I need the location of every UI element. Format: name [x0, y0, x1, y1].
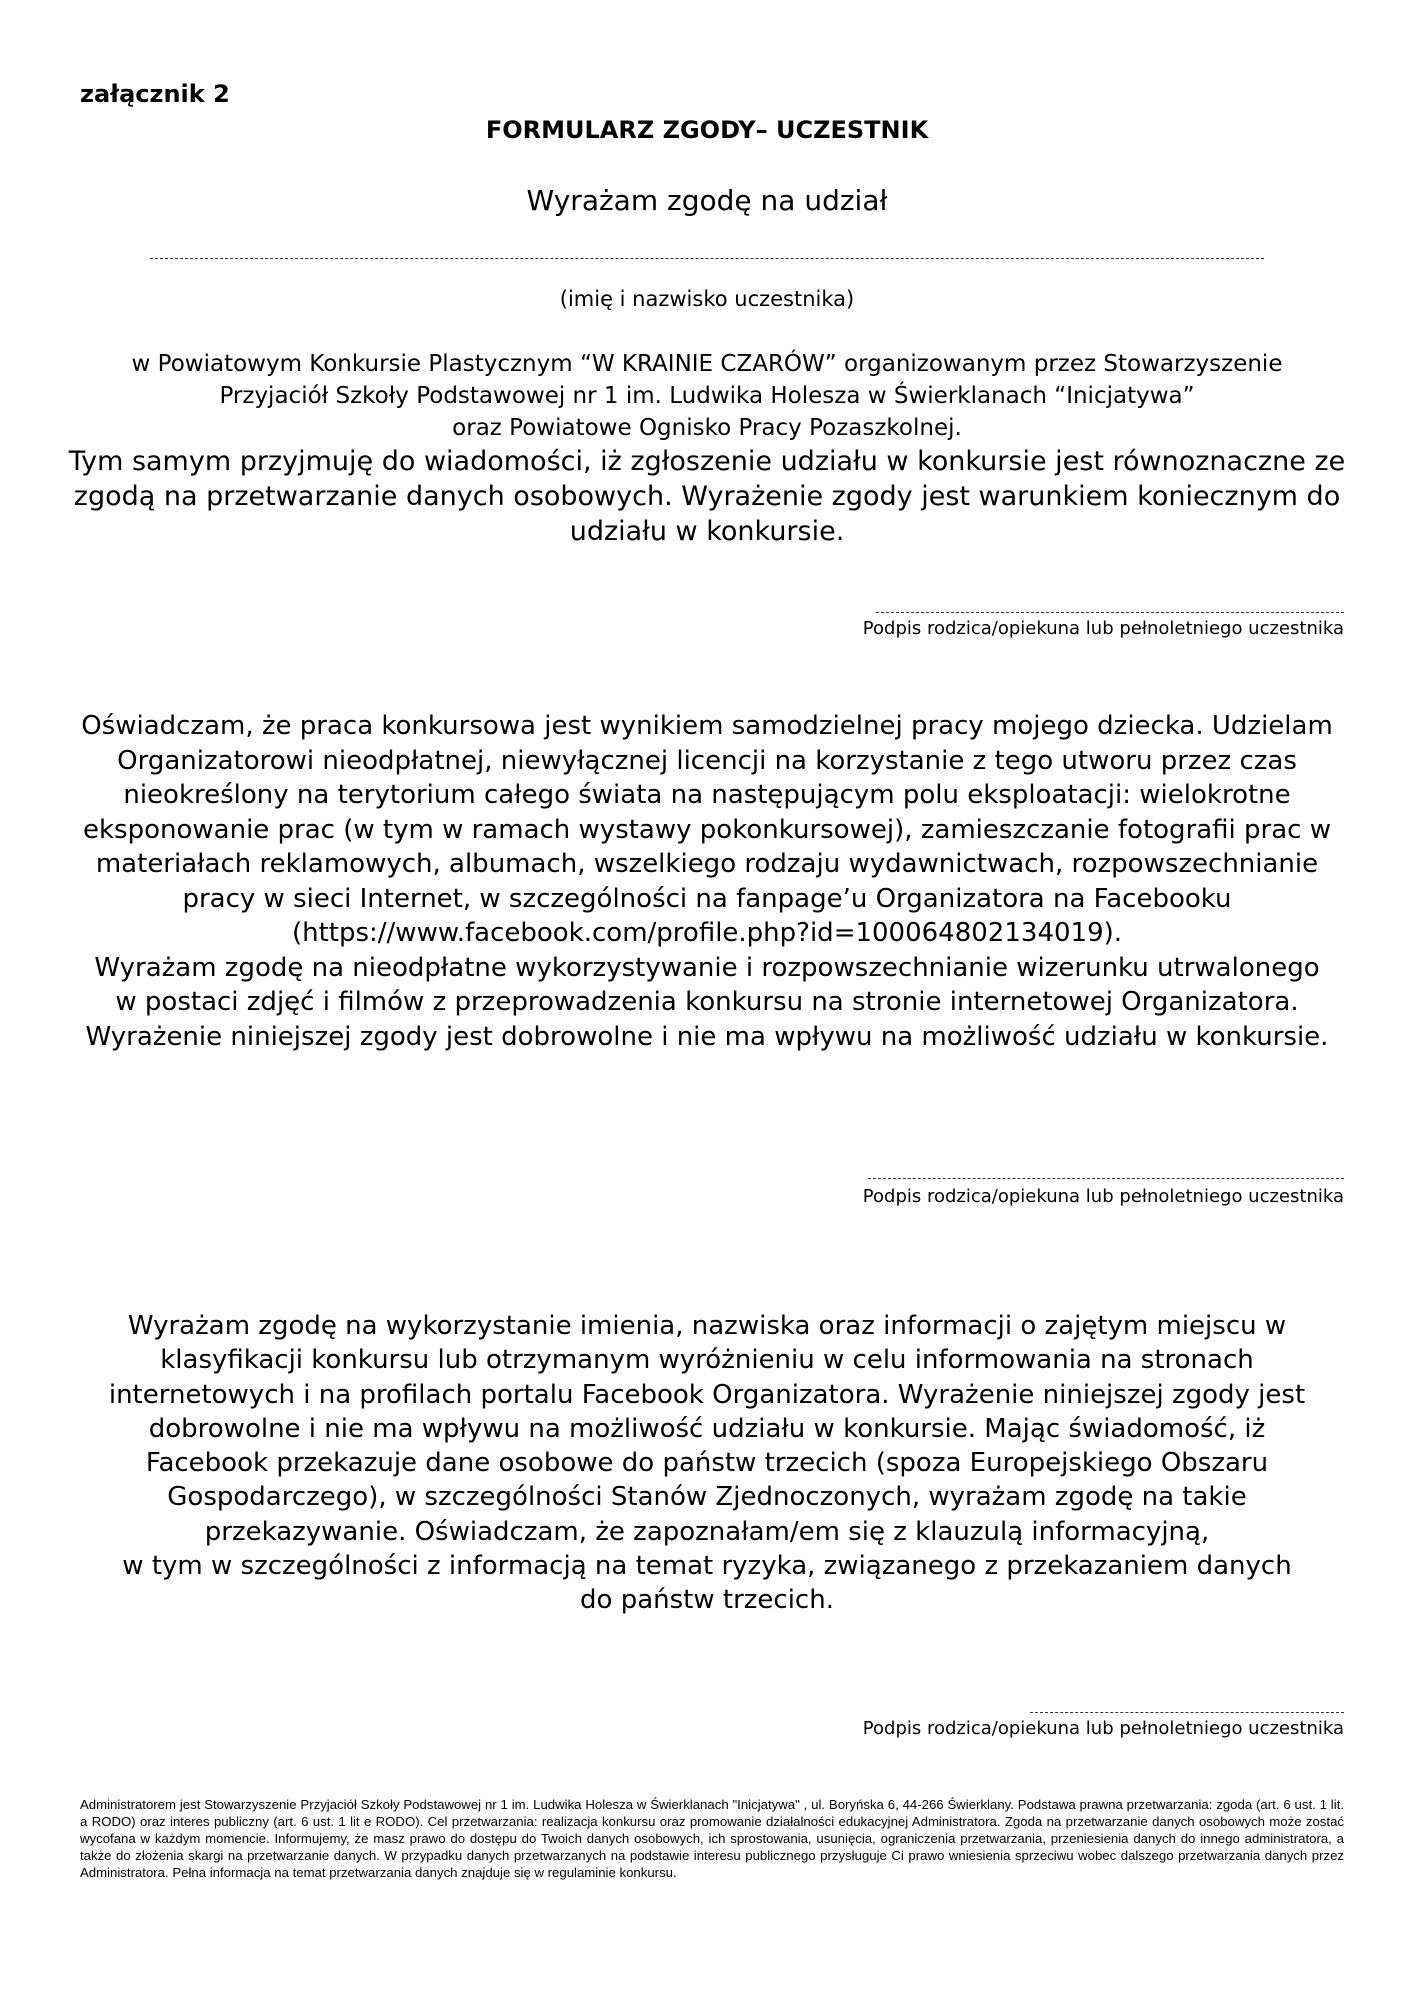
attachment-label: załącznik 2: [80, 80, 230, 108]
license-line: pracy w sieci Internet, w szczególności na fanpage’u Organizatora na Facebooku: [182, 883, 1232, 914]
contest-line: w Powiatowym Konkursie Plastycznym “W KRAINIE CZARÓW” organizowanym przez Stowarzyszenie: [131, 351, 1283, 377]
acknowledgement-line: udziału w konkursie.: [569, 516, 845, 547]
acknowledgement-line: Tym samym przyjmuję do wiadomości, iż zgłoszenie udziału w konkursie jest równoznaczne ze: [68, 446, 1346, 477]
acknowledgement-line: zgodą na przetwarzanie danych osobowych. Wyrażenie zgody jest warunkiem koniecznym do: [73, 481, 1341, 512]
signature-line-1[interactable]: [876, 612, 1344, 613]
facebook-consent-paragraph: [60, 1309, 1354, 1618]
contest-line: Przyjaciół Szkoły Podstawowej nr 1 im. Ludwika Holesza w Świerklanach “Inicjatywa”: [219, 383, 1195, 409]
license-line: nieokreślony na terytorium całego świata na następującym polu eksploatacji: wielokrotne: [123, 780, 1291, 810]
contest-paragraph: [60, 348, 1354, 444]
facebook-consent-line: Facebook przekazuje dane osobowe do państw trzecich (spoza Europejskiego Obszaru: [145, 1448, 1269, 1479]
facebook-consent-line: przekazywanie. Oświadczam, że zapoznałam/em się z klauzulą informacyjną,: [204, 1516, 1210, 1547]
participant-name-caption: (imię i nazwisko uczestnika): [559, 287, 855, 311]
signature-label-2: Podpis rodzica/opiekuna lub pełnoletniego uczestnika: [862, 1186, 1344, 1207]
acknowledgement-paragraph: [40, 444, 1374, 549]
facebook-consent-line: Gospodarczego), w szczególności Stanów Zjednoczonych, wyrażam zgodę na takie: [167, 1482, 1247, 1513]
facebook-consent-line: klasyfikacji konkursu lub otrzymanym wyróżnieniu w celu informowania na stronach: [160, 1345, 1254, 1376]
facebook-consent-line: w tym w szczególności z informacją na temat ryzyka, związanego z przekazaniem danych: [122, 1551, 1292, 1582]
license-line: Wyrażam zgodę na nieodpłatne wykorzystywanie i rozpowszechnianie wizerunku utrwalonego: [94, 952, 1320, 983]
license-line: Organizatorowi nieodpłatnej, niewyłącznej licencji na korzystanie z tego utworu przez czas: [117, 745, 1297, 776]
form-title: FORMULARZ ZGODY– UCZESTNIK: [485, 116, 929, 144]
license-line: materiałach reklamowych, albumach, wszelkiego rodzaju wydawnictwach, rozpowszechnianie: [95, 849, 1319, 879]
participant-name-line[interactable]: [150, 258, 1264, 259]
signature-label-1: Podpis rodzica/opiekuna lub pełnoletniego uczestnika: [862, 618, 1344, 639]
contest-line: oraz Powiatowe Ognisko Pracy Pozaszkolnej.: [452, 415, 962, 441]
license-line: Oświadczam, że praca konkursowa jest wynikiem samodzielnej pracy mojego dziecka. Udzielam: [81, 711, 1333, 741]
facebook-consent-line: do państw trzecich.: [580, 1585, 834, 1616]
signature-label-3: Podpis rodzica/opiekuna lub pełnoletniego uczestnika: [862, 1718, 1344, 1739]
license-paragraph: [40, 709, 1374, 1054]
license-line: w postaci zdjęć i filmów z przeprowadzenia konkursu na stronie internetowej Organizatora.: [115, 987, 1299, 1017]
consent-intro: Wyrażam zgodę na udział: [526, 184, 888, 217]
license-line: (https://www.facebook.com/profile.php?id=100064802134019).: [291, 918, 1123, 948]
license-line: Wyrażenie niniejszej zgody jest dobrowolne i nie ma wpływu na możliwość udziału w konkursie.: [85, 1021, 1329, 1052]
data-administrator-notice: Administratorem jest Stowarzyszenie Przyjaciół Szkoły Podstawowej nr 1 im. Ludwika Holesza w Świerklanach "Inicjatywa" , ul. Boryńska 6, 44-266 Świerklany. Podstawa prawna przetwarzania: zgoda (art. 6 ust. 1 lit. a RODO) oraz interes publiczny (art. 6 ust. 1 lit e RODO). Cel przetwarzania: realizacja konkursu oraz promowanie działalności edukacyjnej Administratora. Zgoda na przetwarzanie danych osobowych może zostać wycofana w każdym momencie. Informujemy, że masz prawo do dostępu do Twoich danych osobowych, ich sprostowania, usunięcia, ograniczenia przetwarzania, przeniesienia danych do innego administratora, a także do złożenia skargi na przetwarzanie danych. W przypadku danych przetwarzanych na podstawie interesu publicznego przysługuje Ci prawo wniesienia sprzeciwu wobec dalszego przetwarzania danych przez Administratora. Pełna informacja na temat przetwarzania danych znajduje się w regulaminie konkursu.: [80, 1797, 1344, 1880]
facebook-consent-line: internetowych i na profilach portalu Facebook Organizatora. Wyrażenie niniejszej zgody jest: [108, 1379, 1306, 1410]
signature-line-2[interactable]: [868, 1178, 1344, 1179]
signature-line-3[interactable]: [1030, 1712, 1344, 1713]
license-line: eksponowanie prac (w tym w ramach wystawy pokonkursowej), zamieszczanie fotografii prac w: [83, 814, 1331, 845]
facebook-consent-line: Wyrażam zgodę na wykorzystanie imienia, nazwiska oraz informacji o zajętym miejscu w: [127, 1311, 1287, 1341]
facebook-consent-line: dobrowolne i nie ma wpływu na możliwość udziału w konkursie. Mając świadomość, iż: [148, 1413, 1266, 1444]
